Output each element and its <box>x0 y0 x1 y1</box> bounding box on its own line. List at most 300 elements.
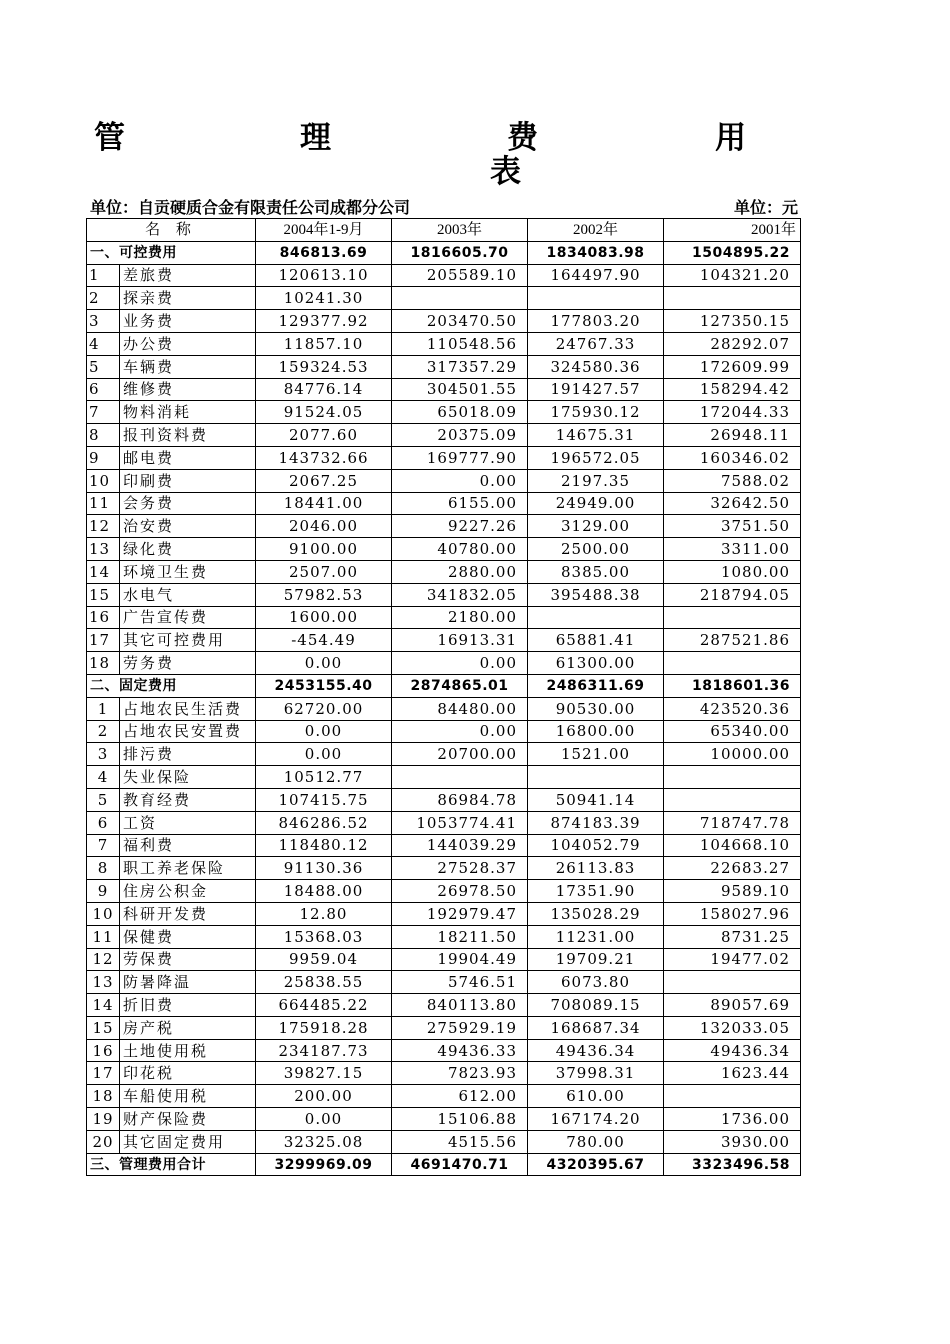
row-value: 234187.73 <box>256 1039 392 1062</box>
row-value: 18441.00 <box>256 492 392 515</box>
row-value: 19477.02 <box>664 948 801 971</box>
row-number: 14 <box>87 994 120 1017</box>
table-row <box>87 446 801 469</box>
row-value: 9100.00 <box>256 538 392 561</box>
row-number: 11 <box>87 925 120 948</box>
row-value: 57982.53 <box>256 583 392 606</box>
section-label: 一、可控费用 <box>87 241 256 264</box>
table-row <box>87 811 801 834</box>
row-number: 8 <box>87 424 120 447</box>
table-row <box>87 1085 801 1108</box>
row-name: 保健费 <box>120 925 256 948</box>
row-name: 印花税 <box>120 1062 256 1085</box>
row-number: 18 <box>87 652 120 675</box>
row-value: 3751.50 <box>664 515 801 538</box>
row-value: 24767.33 <box>528 332 664 355</box>
row-number: 6 <box>87 811 120 834</box>
row-value: 90530.00 <box>528 697 664 720</box>
row-value: 3930.00 <box>664 1130 801 1153</box>
row-value: 664485.22 <box>256 994 392 1017</box>
row-number: 2 <box>87 287 120 310</box>
table-row <box>87 1130 801 1153</box>
row-number: 16 <box>87 1039 120 1062</box>
row-name: 邮电费 <box>120 446 256 469</box>
row-value: 2880.00 <box>392 560 528 583</box>
row-name: 失业保险 <box>120 766 256 789</box>
table-row <box>87 994 801 1017</box>
row-value: 1080.00 <box>664 560 801 583</box>
row-value: 40780.00 <box>392 538 528 561</box>
row-name: 劳务费 <box>120 652 256 675</box>
row-value: 2500.00 <box>528 538 664 561</box>
section-value: 1818601.36 <box>664 674 801 697</box>
row-value: 287521.86 <box>664 629 801 652</box>
row-number: 15 <box>87 1016 120 1039</box>
row-value: 2507.00 <box>256 560 392 583</box>
section-value: 1834083.98 <box>528 241 664 264</box>
row-value: 26948.11 <box>664 424 801 447</box>
row-value: 14675.31 <box>528 424 664 447</box>
table-row <box>87 788 801 811</box>
title-char-3: 费 <box>507 120 538 156</box>
row-number: 1 <box>87 264 120 287</box>
row-value: 19709.21 <box>528 948 664 971</box>
row-value: 175930.12 <box>528 401 664 424</box>
row-number: 6 <box>87 378 120 401</box>
row-value: 62720.00 <box>256 697 392 720</box>
section-value: 846813.69 <box>256 241 392 264</box>
section-value: 3323496.58 <box>664 1153 801 1176</box>
table-row <box>87 1016 801 1039</box>
table-row <box>87 697 801 720</box>
row-value: 2067.25 <box>256 469 392 492</box>
row-value: 0.00 <box>256 743 392 766</box>
row-value <box>528 606 664 629</box>
row-value: 196572.05 <box>528 446 664 469</box>
row-value: 4515.56 <box>392 1130 528 1153</box>
row-number: 10 <box>87 902 120 925</box>
table-row <box>87 766 801 789</box>
row-value: 27528.37 <box>392 857 528 880</box>
table-row <box>87 902 801 925</box>
row-name: 房产税 <box>120 1016 256 1039</box>
row-value: 200.00 <box>256 1085 392 1108</box>
table-row <box>87 401 801 424</box>
row-value: 16913.31 <box>392 629 528 652</box>
row-value: 175918.28 <box>256 1016 392 1039</box>
table-row <box>87 515 801 538</box>
row-value: 610.00 <box>528 1085 664 1108</box>
row-name: 报刊资料费 <box>120 424 256 447</box>
row-number: 4 <box>87 332 120 355</box>
row-value: 65018.09 <box>392 401 528 424</box>
row-value <box>392 287 528 310</box>
table-header <box>87 219 801 242</box>
row-value: 15368.03 <box>256 925 392 948</box>
row-value: 11231.00 <box>528 925 664 948</box>
row-name: 治安费 <box>120 515 256 538</box>
row-name: 防暑降温 <box>120 971 256 994</box>
row-value: 65881.41 <box>528 629 664 652</box>
row-value: 218794.05 <box>664 583 801 606</box>
row-number: 7 <box>87 401 120 424</box>
row-value: 341832.05 <box>392 583 528 606</box>
row-number: 12 <box>87 515 120 538</box>
row-number: 14 <box>87 560 120 583</box>
row-value: 32642.50 <box>664 492 801 515</box>
row-name: 科研开发费 <box>120 902 256 925</box>
row-value: 0.00 <box>392 652 528 675</box>
row-value: 49436.34 <box>664 1039 801 1062</box>
row-name: 劳保费 <box>120 948 256 971</box>
table-row <box>87 948 801 971</box>
section-row <box>87 674 801 697</box>
row-value: 91524.05 <box>256 401 392 424</box>
row-value: 172044.33 <box>664 401 801 424</box>
row-value: 12.80 <box>256 902 392 925</box>
row-value: 874183.39 <box>528 811 664 834</box>
row-value: 20375.09 <box>392 424 528 447</box>
row-name: 占地农民生活费 <box>120 697 256 720</box>
row-value: 32325.08 <box>256 1130 392 1153</box>
row-value: 0.00 <box>392 720 528 743</box>
row-value: 780.00 <box>528 1130 664 1153</box>
table-row <box>87 629 801 652</box>
row-value: 164497.90 <box>528 264 664 287</box>
row-number: 19 <box>87 1108 120 1131</box>
table-row <box>87 560 801 583</box>
row-name: 绿化费 <box>120 538 256 561</box>
row-name: 教育经费 <box>120 788 256 811</box>
header-2004: 2004年1-9月 <box>256 219 392 242</box>
row-value: 324580.36 <box>528 355 664 378</box>
row-value: 2077.60 <box>256 424 392 447</box>
row-value: 205589.10 <box>392 264 528 287</box>
row-value: 49436.33 <box>392 1039 528 1062</box>
row-number: 12 <box>87 948 120 971</box>
row-value: 11857.10 <box>256 332 392 355</box>
row-name: 土地使用税 <box>120 1039 256 1062</box>
row-value: 160346.02 <box>664 446 801 469</box>
row-name: 差旅费 <box>120 264 256 287</box>
company-unit: 单位：自贡硬质合金有限责任公司成都分公司 <box>90 198 411 217</box>
table-row <box>87 720 801 743</box>
row-number: 13 <box>87 538 120 561</box>
row-number: 4 <box>87 766 120 789</box>
section-value: 1816605.70 <box>392 241 528 264</box>
row-value: 2046.00 <box>256 515 392 538</box>
row-value: 15106.88 <box>392 1108 528 1131</box>
row-value: 17351.90 <box>528 880 664 903</box>
row-number: 2 <box>87 720 120 743</box>
row-name: 财产保险费 <box>120 1108 256 1131</box>
row-value: 18488.00 <box>256 880 392 903</box>
row-value: 158027.96 <box>664 902 801 925</box>
row-value: 9959.04 <box>256 948 392 971</box>
row-name: 印刷费 <box>120 469 256 492</box>
row-number: 11 <box>87 492 120 515</box>
section-value: 2453155.40 <box>256 674 392 697</box>
row-value: 395488.38 <box>528 583 664 606</box>
row-name: 占地农民安置费 <box>120 720 256 743</box>
row-name: 环境卫生费 <box>120 560 256 583</box>
row-name: 福利费 <box>120 834 256 857</box>
row-value: 104668.10 <box>664 834 801 857</box>
title-char-2: 理 <box>300 120 331 156</box>
row-number: 9 <box>87 446 120 469</box>
row-number: 20 <box>87 1130 120 1153</box>
row-value: 7823.93 <box>392 1062 528 1085</box>
row-number: 13 <box>87 971 120 994</box>
row-number: 17 <box>87 629 120 652</box>
row-value: 3311.00 <box>664 538 801 561</box>
row-value: 158294.42 <box>664 378 801 401</box>
row-value: 5746.51 <box>392 971 528 994</box>
section-row <box>87 241 801 264</box>
row-value: 9227.26 <box>392 515 528 538</box>
row-name: 职工养老保险 <box>120 857 256 880</box>
row-value: 9589.10 <box>664 880 801 903</box>
row-value: 26113.83 <box>528 857 664 880</box>
row-value: 10512.77 <box>256 766 392 789</box>
row-value: 10000.00 <box>664 743 801 766</box>
table-row <box>87 971 801 994</box>
table-row <box>87 743 801 766</box>
row-value: 191427.57 <box>528 378 664 401</box>
row-name: 车船使用税 <box>120 1085 256 1108</box>
title-char-1: 管 <box>94 120 125 156</box>
row-value: 1053774.41 <box>392 811 528 834</box>
table-row <box>87 378 801 401</box>
expense-table <box>86 218 801 1176</box>
row-name: 水电气 <box>120 583 256 606</box>
currency-unit: 单位：元 <box>733 198 798 217</box>
section-label: 三、管理费用合计 <box>87 1153 256 1176</box>
row-name: 维修费 <box>120 378 256 401</box>
table-row <box>87 857 801 880</box>
section-value: 2486311.69 <box>528 674 664 697</box>
section-value: 3299969.09 <box>256 1153 392 1176</box>
row-name: 广告宣传费 <box>120 606 256 629</box>
row-name: 工资 <box>120 811 256 834</box>
row-value: 120613.10 <box>256 264 392 287</box>
header-2002: 2002年 <box>528 219 664 242</box>
row-value <box>528 287 664 310</box>
table-row <box>87 332 801 355</box>
section-row <box>87 1153 801 1176</box>
row-value: -454.49 <box>256 629 392 652</box>
row-number: 8 <box>87 857 120 880</box>
row-value: 84480.00 <box>392 697 528 720</box>
row-value <box>664 652 801 675</box>
row-number: 5 <box>87 355 120 378</box>
table-row <box>87 310 801 333</box>
table-row <box>87 287 801 310</box>
row-name: 会务费 <box>120 492 256 515</box>
row-value <box>664 1085 801 1108</box>
row-number: 3 <box>87 310 120 333</box>
table-row <box>87 424 801 447</box>
row-value: 1736.00 <box>664 1108 801 1131</box>
unit-row <box>90 195 800 217</box>
row-value: 6073.80 <box>528 971 664 994</box>
row-value: 84776.14 <box>256 378 392 401</box>
row-value: 16800.00 <box>528 720 664 743</box>
row-value: 104321.20 <box>664 264 801 287</box>
row-value: 168687.34 <box>528 1016 664 1039</box>
row-value: 8385.00 <box>528 560 664 583</box>
row-value: 28292.07 <box>664 332 801 355</box>
row-name: 办公费 <box>120 332 256 355</box>
table-row <box>87 1039 801 1062</box>
row-value: 612.00 <box>392 1085 528 1108</box>
row-value: 132033.05 <box>664 1016 801 1039</box>
row-name: 车辆费 <box>120 355 256 378</box>
table-row <box>87 652 801 675</box>
row-value: 0.00 <box>256 720 392 743</box>
row-value: 129377.92 <box>256 310 392 333</box>
row-number: 15 <box>87 583 120 606</box>
row-value: 423520.36 <box>664 697 801 720</box>
row-value: 7588.02 <box>664 469 801 492</box>
table-row <box>87 583 801 606</box>
row-value: 26978.50 <box>392 880 528 903</box>
row-value: 159324.53 <box>256 355 392 378</box>
row-value: 91130.36 <box>256 857 392 880</box>
table-row <box>87 492 801 515</box>
row-number: 16 <box>87 606 120 629</box>
row-value: 118480.12 <box>256 834 392 857</box>
table-row <box>87 834 801 857</box>
row-value <box>664 766 801 789</box>
table-row <box>87 355 801 378</box>
row-number: 17 <box>87 1062 120 1085</box>
row-value: 6155.00 <box>392 492 528 515</box>
row-value: 37998.31 <box>528 1062 664 1085</box>
table-row <box>87 1062 801 1085</box>
row-value: 143732.66 <box>256 446 392 469</box>
row-value: 840113.80 <box>392 994 528 1017</box>
row-value <box>664 971 801 994</box>
table-row <box>87 264 801 287</box>
table-row <box>87 538 801 561</box>
header-2003: 2003年 <box>392 219 528 242</box>
header-name: 名 称 <box>87 219 256 242</box>
row-value: 65340.00 <box>664 720 801 743</box>
row-value <box>664 287 801 310</box>
table-row <box>87 606 801 629</box>
row-value <box>528 766 664 789</box>
row-value: 19904.49 <box>392 948 528 971</box>
row-value: 127350.15 <box>664 310 801 333</box>
row-name: 住房公积金 <box>120 880 256 903</box>
row-value: 86984.78 <box>392 788 528 811</box>
row-value: 1623.44 <box>664 1062 801 1085</box>
row-value: 167174.20 <box>528 1108 664 1131</box>
row-value: 18211.50 <box>392 925 528 948</box>
row-value: 104052.79 <box>528 834 664 857</box>
row-number: 9 <box>87 880 120 903</box>
row-number: 3 <box>87 743 120 766</box>
row-number: 5 <box>87 788 120 811</box>
page-title <box>90 118 780 158</box>
row-value: 39827.15 <box>256 1062 392 1085</box>
title-char-5: 表 <box>490 154 521 190</box>
row-number: 7 <box>87 834 120 857</box>
row-value: 1600.00 <box>256 606 392 629</box>
section-value: 4691470.71 <box>392 1153 528 1176</box>
row-value: 172609.99 <box>664 355 801 378</box>
row-value: 110548.56 <box>392 332 528 355</box>
row-name: 物料消耗 <box>120 401 256 424</box>
row-value: 708089.15 <box>528 994 664 1017</box>
row-name: 排污费 <box>120 743 256 766</box>
row-number: 18 <box>87 1085 120 1108</box>
title-char-4: 用 <box>715 120 746 156</box>
row-value: 846286.52 <box>256 811 392 834</box>
row-value: 0.00 <box>392 469 528 492</box>
table-row <box>87 925 801 948</box>
row-value: 304501.55 <box>392 378 528 401</box>
row-name: 探亲费 <box>120 287 256 310</box>
row-value: 49436.34 <box>528 1039 664 1062</box>
row-value: 2197.35 <box>528 469 664 492</box>
row-value: 718747.78 <box>664 811 801 834</box>
row-value: 3129.00 <box>528 515 664 538</box>
row-value: 1521.00 <box>528 743 664 766</box>
table-row <box>87 880 801 903</box>
row-name: 业务费 <box>120 310 256 333</box>
row-name: 其它固定费用 <box>120 1130 256 1153</box>
section-label: 二、固定费用 <box>87 674 256 697</box>
row-value <box>664 606 801 629</box>
row-value: 8731.25 <box>664 925 801 948</box>
section-value: 2874865.01 <box>392 674 528 697</box>
table-row <box>87 1108 801 1131</box>
row-value: 203470.50 <box>392 310 528 333</box>
row-value: 317357.29 <box>392 355 528 378</box>
row-name: 折旧费 <box>120 994 256 1017</box>
row-value: 0.00 <box>256 652 392 675</box>
row-value: 144039.29 <box>392 834 528 857</box>
row-value: 20700.00 <box>392 743 528 766</box>
row-value: 50941.14 <box>528 788 664 811</box>
row-value: 22683.27 <box>664 857 801 880</box>
section-value: 4320395.67 <box>528 1153 664 1176</box>
row-value: 192979.47 <box>392 902 528 925</box>
row-value: 135028.29 <box>528 902 664 925</box>
row-value <box>392 766 528 789</box>
row-value: 89057.69 <box>664 994 801 1017</box>
section-value: 1504895.22 <box>664 241 801 264</box>
row-value: 61300.00 <box>528 652 664 675</box>
row-value: 2180.00 <box>392 606 528 629</box>
header-2001: 2001年 <box>664 219 801 242</box>
row-value: 0.00 <box>256 1108 392 1131</box>
row-number: 10 <box>87 469 120 492</box>
row-value: 107415.75 <box>256 788 392 811</box>
row-number: 1 <box>87 697 120 720</box>
row-value: 10241.30 <box>256 287 392 310</box>
row-name: 其它可控费用 <box>120 629 256 652</box>
row-value: 169777.90 <box>392 446 528 469</box>
table-row <box>87 469 801 492</box>
row-value: 24949.00 <box>528 492 664 515</box>
row-value <box>664 788 801 811</box>
row-value: 25838.55 <box>256 971 392 994</box>
row-value: 275929.19 <box>392 1016 528 1039</box>
row-value: 177803.20 <box>528 310 664 333</box>
